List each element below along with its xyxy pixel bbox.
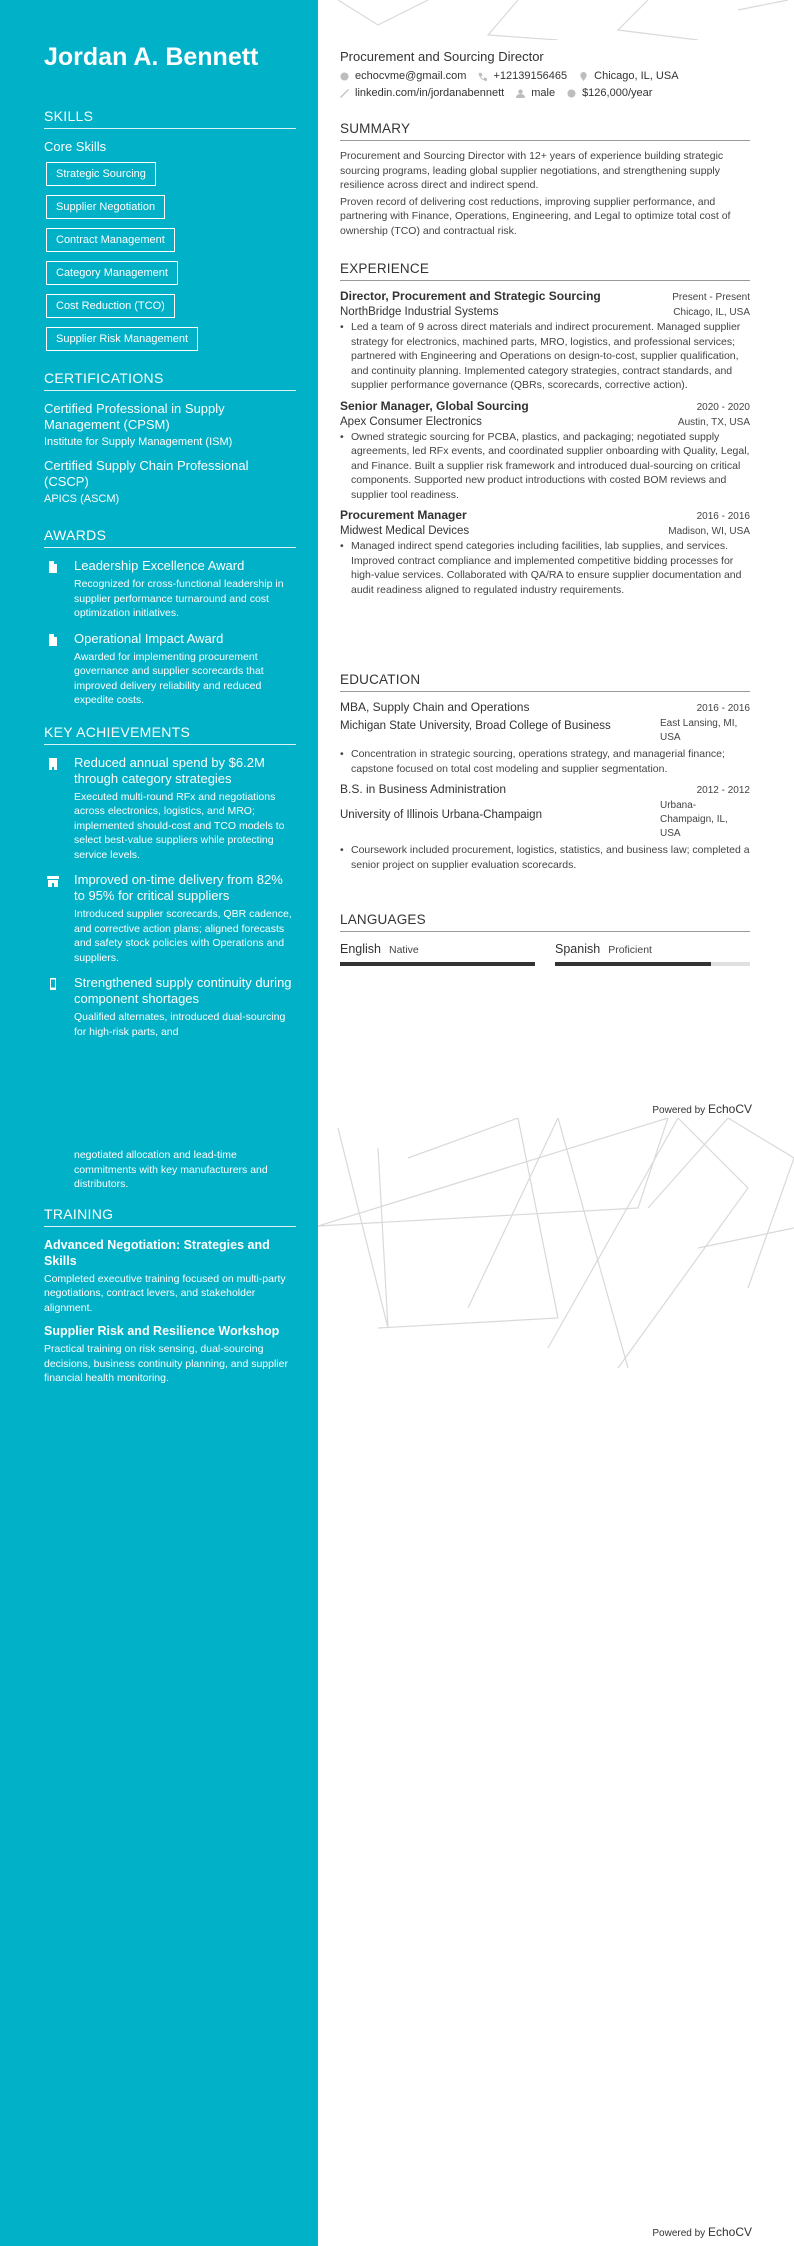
edu-bullet: • Coursework included procurement, logistics, statistics, and business law; completed a senior project on supplier evaluation scorecards. xyxy=(340,844,750,871)
candidate-name: Jordan A. Bennett xyxy=(44,43,259,71)
powered-by-text: Powered by xyxy=(652,1105,706,1116)
skill-tag: Cost Reduction (TCO) xyxy=(46,294,175,318)
language-item xyxy=(340,940,535,966)
award-title: Operational Impact Award xyxy=(74,630,224,646)
edu-degree: B.S. in Business Administration xyxy=(340,782,507,796)
exp-title: Procurement Manager xyxy=(340,508,467,522)
achievement-item xyxy=(44,755,296,863)
edu-school: University of Illinois Urbana-Champaign xyxy=(340,809,542,821)
exp-bullet-text: Managed indirect spend categories including facilities, lab supplies, and services. Improved contract compliance and implemented competitive bidding processes for high-value services. Collaborated with QA/RA to ensure supplier documentation and audit readiness aligned to regulated industry requirements. xyxy=(351,540,742,596)
edu-location: East Lansing, MI, USA xyxy=(660,718,738,743)
certifications-heading: CERTIFICATIONS xyxy=(44,370,296,391)
exp-location: Chicago, IL, USA xyxy=(673,307,750,318)
sidebar-content xyxy=(44,42,296,1394)
store-icon xyxy=(46,874,60,888)
award-desc: Awarded for implementing procurement governance and supplier scorecards that improved delivery reliability and reduced expedite costs. xyxy=(74,650,264,706)
edu-location: Urbana-Champaign, IL, USA xyxy=(660,800,728,839)
award-desc: Recognized for cross-functional leadership in supplier performance turnaround and cost optimization initiatives. xyxy=(74,578,284,619)
education-item xyxy=(340,700,750,776)
training-title: Advanced Negotiation: Strategies and Skills xyxy=(44,1237,270,1268)
contact-phone[interactable] xyxy=(478,70,567,82)
certifications-section xyxy=(44,370,296,505)
languages-heading: LANGUAGES xyxy=(340,912,750,932)
skill-tag: Strategic Sourcing xyxy=(46,162,156,186)
awards-section xyxy=(44,527,296,708)
contact-row-1 xyxy=(340,70,691,82)
experience-section xyxy=(340,261,750,603)
exp-bullet: • Managed indirect spend categories including facilities, lab supplies, and services. Improved contract compliance and implemented competitive bidding processes for high-value services. Collaborated with QA/RA to ensure supplier documentation and audit readiness aligned to regulated industry requirements. xyxy=(340,539,750,597)
language-bar xyxy=(555,962,750,966)
location-icon xyxy=(579,72,588,81)
experience-item xyxy=(340,399,750,503)
contact-row-2 xyxy=(340,87,664,99)
achievements-section xyxy=(44,724,296,1192)
person-icon xyxy=(516,89,525,98)
achievement-title: Strengthened supply continuity during component shortages xyxy=(74,975,292,1006)
experience-item xyxy=(340,289,750,393)
edu-degree: MBA, Supply Chain and Operations xyxy=(340,700,530,714)
phone-icon xyxy=(46,977,60,991)
contact-gender-text: male xyxy=(531,87,556,99)
skill-tag: Category Management xyxy=(46,261,178,285)
language-level: Proficient xyxy=(608,944,652,956)
contact-linkedin[interactable] xyxy=(340,87,504,99)
contact-phone-text: +12139156465 xyxy=(493,70,568,82)
skill-tag: Supplier Negotiation xyxy=(46,195,165,219)
summary-heading: SUMMARY xyxy=(340,121,750,141)
contact-email-text: echocvme@gmail.com xyxy=(355,70,467,82)
cert-title: Certified Professional in Supply Management (CPSM) xyxy=(44,401,225,432)
summary-paragraph: Proven record of delivering cost reductions, improving supplier performance, and partnering with Finance, Operations, Engineering, and Legal to optimize total cost of ownership (TCO) and contractual risk. xyxy=(340,195,731,237)
exp-location: Austin, TX, USA xyxy=(677,416,750,428)
achievement-desc: Introduced supplier scorecards, QBR cadence, and corrective action plans; aligned forecasts and safety stock policies with Operations and suppliers. xyxy=(74,908,292,964)
training-title: Supplier Risk and Resilience Workshop xyxy=(44,1324,280,1338)
language-bar-fill xyxy=(555,962,711,966)
powered-by-text: Powered by xyxy=(652,2228,706,2239)
achievement-desc-continued: negotiated allocation and lead-time commitments with key manufacturers and distributors. xyxy=(74,1149,268,1190)
skills-heading: SKILLS xyxy=(44,108,296,129)
language-bar xyxy=(340,962,535,966)
exp-bullet-text: Owned strategic sourcing for PCBA, plastics, and packaging; negotiated supply agreements, led RFx events, and coordinated supplier onboarding with Quality, Legal, and Finance. Built a supplier risk framework and introduced dual-sourcing on critical components. Supported new product introductions with costed BOM reviews and supplier tool readiness. xyxy=(351,430,750,501)
contact-location-text: Chicago, IL, USA xyxy=(594,70,679,82)
decorative-lines xyxy=(318,0,794,40)
edu-date: 2016 - 2016 xyxy=(696,703,750,714)
training-heading: TRAINING xyxy=(44,1206,296,1227)
cert-org: Institute for Supply Management (ISM) xyxy=(44,436,233,448)
building-icon xyxy=(46,757,60,771)
experience-item xyxy=(340,508,750,597)
contact-linkedin-text: linkedin.com/in/jordanabennett xyxy=(355,87,505,99)
brand-logo: EchoCV xyxy=(707,2225,752,2239)
language-level: Native xyxy=(389,944,419,956)
education-item xyxy=(340,782,750,872)
exp-date: 2020 - 2020 xyxy=(696,401,750,413)
powered-by xyxy=(652,1102,752,1116)
money-icon xyxy=(567,89,576,98)
contact-gender xyxy=(516,87,555,99)
brand-logo: EchoCV xyxy=(707,1102,752,1116)
contact-location xyxy=(579,70,678,82)
education-section xyxy=(340,672,750,878)
decorative-lines xyxy=(318,1118,794,1368)
awards-heading: AWARDS xyxy=(44,527,296,548)
edu-bullet-text: Concentration in strategic sourcing, operations strategy, and managerial finance; capstone focused on total cost modeling and supplier segmentation. xyxy=(351,748,725,775)
powered-by xyxy=(652,2225,752,2239)
achievement-item xyxy=(44,872,296,965)
edu-bullet: • Concentration in strategic sourcing, operations strategy, and managerial finance; capstone focused on total cost modeling and supplier segmentation. xyxy=(340,747,750,776)
job-title: Procurement and Sourcing Director xyxy=(340,49,544,64)
experience-heading: EXPERIENCE xyxy=(340,261,750,281)
language-name: English xyxy=(340,942,381,956)
edu-bullet-text: Coursework included procurement, logistics, statistics, and business law; completed a senior project on supplier evaluation scorecards. xyxy=(351,844,750,871)
award-title: Leadership Excellence Award xyxy=(74,558,245,573)
sidebar xyxy=(0,0,318,2246)
exp-title: Director, Procurement and Strategic Sourcing xyxy=(340,289,601,303)
exp-bullet-text: Led a team of 9 across direct materials and indirect procurement. Managed supplier strategy for electronics, machined parts, MRO, logistics, and professional services; partnered with Engineering and Operations on design-to-cost, supplier qualification, and continuity planning. Implemented category strategies, contract standards, and supplier performance governance (QBRs, scorecards, corrective action). xyxy=(351,321,741,391)
award-item xyxy=(44,558,296,621)
document-icon xyxy=(46,560,60,574)
contact-email[interactable] xyxy=(340,70,466,82)
contact-salary xyxy=(567,87,652,99)
cert-org: APICS (ASCM) xyxy=(44,493,120,505)
contact-salary-text: $126,000/year xyxy=(582,87,653,99)
skills-group-title: Core Skills xyxy=(44,139,107,154)
language-bar-fill xyxy=(340,962,535,966)
achievement-title: Reduced annual spend by $6.2M through category strategies xyxy=(74,754,265,786)
languages-section xyxy=(340,912,750,966)
training-desc: Completed executive training focused on multi-party negotiations, contract levers, and stakeholder alignment. xyxy=(44,1272,286,1314)
exp-bullet: • Owned strategic sourcing for PCBA, plastics, and packaging; negotiated supply agreements, led RFx events, and coordinated supplier onboarding with Quality, Legal, and Finance. Built a supplier risk framework and introduced dual-sourcing on critical components. Supported new product introductions with costed BOM reviews and supplier tool readiness. xyxy=(340,430,750,501)
summary-section xyxy=(340,121,750,240)
cert-title: Certified Supply Chain Professional (CSCP) xyxy=(44,458,249,489)
exp-date: 2016 - 2016 xyxy=(696,511,750,522)
education-heading: EDUCATION xyxy=(340,672,750,692)
link-icon xyxy=(340,89,349,98)
award-item xyxy=(44,631,296,708)
email-icon xyxy=(340,72,349,81)
skills-section xyxy=(44,108,296,360)
training-section xyxy=(44,1206,296,1386)
achievement-item xyxy=(44,975,296,1192)
exp-company: Midwest Medical Devices xyxy=(340,525,470,537)
exp-location: Madison, WI, USA xyxy=(668,526,750,537)
exp-bullet: • Led a team of 9 across direct materials and indirect procurement. Managed supplier strategy for electronics, machined parts, MRO, logistics, and professional services; partnered with Engineering and Operations on design-to-cost, supplier qualification, and continuity planning. Implemented category strategies, contract standards, and supplier performance governance (QBRs, scorecards, corrective action). xyxy=(340,320,750,393)
achievement-title: Improved on-time delivery from 82% to 95% for critical suppliers xyxy=(74,872,283,903)
skill-tag: Supplier Risk Management xyxy=(46,327,198,351)
edu-school: Michigan State University, Broad College of Business xyxy=(340,720,611,732)
exp-company: NorthBridge Industrial Systems xyxy=(340,306,499,318)
language-name: Spanish xyxy=(555,942,601,956)
skill-tag: Contract Management xyxy=(46,228,175,252)
exp-date: Present - Present xyxy=(672,292,750,303)
edu-date: 2012 - 2012 xyxy=(696,785,750,796)
phone-icon xyxy=(478,72,487,81)
achievement-desc: Qualified alternates, introduced dual-sourcing for high-risk parts, and xyxy=(74,1011,286,1038)
achievements-heading: KEY ACHIEVEMENTS xyxy=(44,724,296,745)
language-item xyxy=(555,940,750,966)
achievement-desc: Executed multi-round RFx and negotiations across electronics, logistics, and MRO; implemented should-cost and TCO models to select best-value suppliers while protecting service levels. xyxy=(74,790,285,861)
exp-company: Apex Consumer Electronics xyxy=(340,415,482,428)
document-icon xyxy=(46,633,60,647)
exp-title: Senior Manager, Global Sourcing xyxy=(340,398,529,413)
summary-paragraph: Procurement and Sourcing Director with 12+ years of experience building strategic sourcing programs, leading global supplier negotiations, and strengthening supply resilience across direct and indirect spend. xyxy=(340,150,724,191)
training-desc: Practical training on risk sensing, dual-sourcing decisions, business continuity planning, and supplier financial health monitoring. xyxy=(44,1343,288,1384)
